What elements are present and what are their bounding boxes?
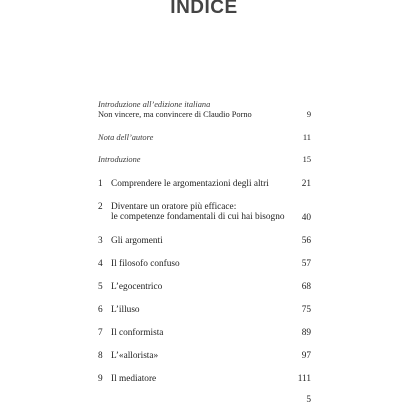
page-title: INDICE: [170, 0, 238, 18]
chapter-page: 97: [301, 351, 311, 361]
chapter-number: 1: [98, 179, 103, 189]
chapter-page: 57: [301, 259, 311, 269]
chapter-page: 75: [301, 305, 311, 315]
chapter-page: 40: [301, 213, 311, 223]
chapter-title: Il conformista: [111, 328, 164, 338]
toc-entry-title: Introduzione all’edizione italiana: [98, 100, 211, 109]
chapter-title: Il mediatore: [111, 374, 157, 384]
chapter-page: 89: [301, 328, 311, 338]
chapter-title: Gli argomenti: [111, 236, 163, 246]
toc-entry-page: 15: [302, 155, 311, 164]
toc-entry-subtitle: Non vincere, ma convincere di Claudio Porno: [98, 110, 252, 119]
chapter-page: 111: [297, 374, 311, 384]
chapter-title: L’illuso: [111, 305, 140, 315]
toc-entry-page: 9: [306, 110, 311, 119]
toc-entry-title: Introduzione: [98, 155, 141, 164]
page-number: 5: [306, 395, 311, 405]
chapter-number: 8: [98, 351, 103, 361]
chapter-number: 2: [98, 202, 103, 212]
chapter-number: 7: [98, 328, 103, 338]
chapter-title: Comprendere le argomentazioni degli altri: [111, 179, 269, 189]
chapter-title: Il filosofo confuso: [111, 259, 180, 269]
chapter-page: 68: [301, 282, 311, 292]
chapter-title: L’«allorista»: [111, 351, 159, 361]
chapter-number: 4: [98, 259, 103, 269]
chapter-number: 5: [98, 282, 103, 292]
chapter-page: 21: [301, 179, 311, 189]
chapter-title-line-2: le competenze fondamentali di cui hai bisogno: [111, 212, 285, 222]
chapter-page: 56: [301, 236, 311, 246]
chapter-number: 3: [98, 236, 103, 246]
chapter-title: L’egocentrico: [111, 282, 163, 292]
toc-entry-title: Nota dell’autore: [98, 133, 154, 142]
chapter-number: 6: [98, 305, 103, 315]
chapter-number: 9: [98, 374, 103, 384]
toc-entry-page: 11: [302, 133, 311, 142]
chapter-title: Diventare un oratore più efficace:: [111, 202, 237, 212]
